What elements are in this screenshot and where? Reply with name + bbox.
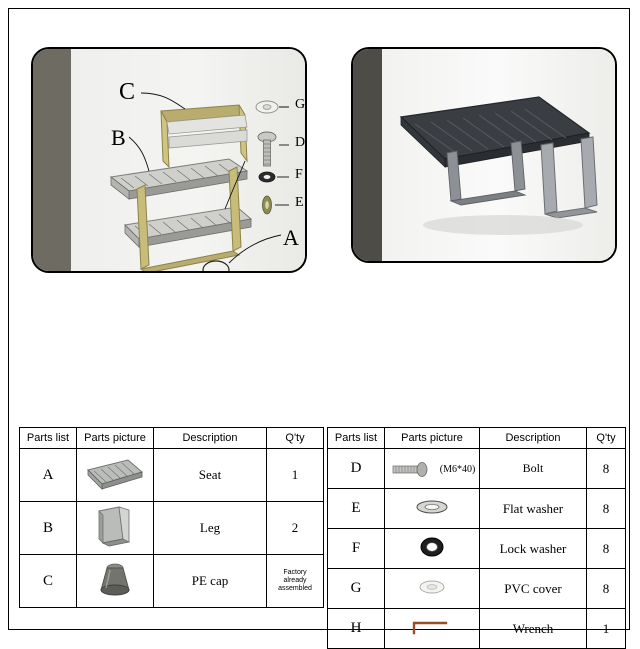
callout-label-E: E bbox=[295, 195, 304, 210]
table-row bbox=[328, 529, 626, 569]
pvc-cover-icon bbox=[385, 569, 480, 609]
qty-line: already bbox=[283, 577, 307, 584]
part-qty: 1 bbox=[587, 609, 626, 649]
table-header-row bbox=[20, 428, 324, 449]
qty-line: Factory bbox=[283, 569, 307, 576]
part-description: Leg bbox=[154, 502, 267, 555]
part-description: Seat bbox=[154, 449, 267, 502]
callout-label-A: A bbox=[283, 225, 299, 250]
assembled-table-panel bbox=[351, 47, 617, 263]
callout-label-G: G bbox=[295, 97, 306, 112]
part-qty: 1 bbox=[267, 449, 324, 502]
parts-list-table-right bbox=[327, 427, 626, 649]
part-code: H bbox=[328, 609, 385, 649]
instruction-sheet-page bbox=[8, 8, 630, 636]
flat-washer-icon bbox=[385, 489, 480, 529]
callout-label-D: D bbox=[295, 135, 306, 150]
part-description: Flat washer bbox=[480, 489, 587, 529]
header-qty: Q'ty bbox=[267, 428, 324, 449]
header-parts-list: Parts list bbox=[328, 428, 385, 449]
part-description: Bolt bbox=[480, 449, 587, 489]
bolt-spec-label: (M6*40) bbox=[439, 463, 476, 475]
table-row bbox=[20, 449, 324, 502]
seat-panel-icon bbox=[77, 449, 154, 502]
callout-label-B: B bbox=[111, 125, 126, 150]
part-code: E bbox=[328, 489, 385, 529]
callout-label-F: F bbox=[295, 167, 303, 182]
part-code: F bbox=[328, 529, 385, 569]
leg-frame-icon bbox=[77, 502, 154, 555]
table-row bbox=[328, 569, 626, 609]
bench-exploded-drawing bbox=[33, 49, 305, 271]
header-parts-list: Parts list bbox=[20, 428, 77, 449]
part-qty: 8 bbox=[587, 449, 626, 489]
header-description: Description bbox=[154, 428, 267, 449]
header-parts-picture: Parts picture bbox=[385, 428, 480, 449]
wrench-icon bbox=[385, 609, 480, 649]
header-description: Description bbox=[480, 428, 587, 449]
part-qty: 2 bbox=[267, 502, 324, 555]
part-qty: 8 bbox=[587, 529, 626, 569]
part-code: A bbox=[20, 449, 77, 502]
qty-line: assembled bbox=[278, 585, 312, 592]
header-parts-picture: Parts picture bbox=[77, 428, 154, 449]
part-description: Wrench bbox=[480, 609, 587, 649]
bench-exploded-view-panel bbox=[31, 47, 307, 273]
part-code: C bbox=[20, 555, 77, 608]
part-description: PE cap bbox=[154, 555, 267, 608]
table-header-row bbox=[328, 428, 626, 449]
part-code: G bbox=[328, 569, 385, 609]
table-row bbox=[20, 502, 324, 555]
assembled-table-drawing bbox=[353, 49, 615, 261]
part-code: D bbox=[328, 449, 385, 489]
lock-washer-icon bbox=[385, 529, 480, 569]
part-description: PVC cover bbox=[480, 569, 587, 609]
part-code: B bbox=[20, 502, 77, 555]
table-row bbox=[328, 489, 626, 529]
table-row bbox=[20, 555, 324, 608]
pe-cap-icon bbox=[77, 555, 154, 608]
callout-label-C: C bbox=[119, 79, 136, 105]
part-qty: 8 bbox=[587, 489, 626, 529]
part-qty: 8 bbox=[587, 569, 626, 609]
table-row bbox=[328, 449, 626, 489]
header-qty: Q'ty bbox=[587, 428, 626, 449]
part-qty bbox=[267, 555, 324, 608]
bolt-icon bbox=[385, 449, 480, 489]
table-row bbox=[328, 609, 626, 649]
part-description: Lock washer bbox=[480, 529, 587, 569]
parts-list-table-left bbox=[19, 427, 324, 608]
